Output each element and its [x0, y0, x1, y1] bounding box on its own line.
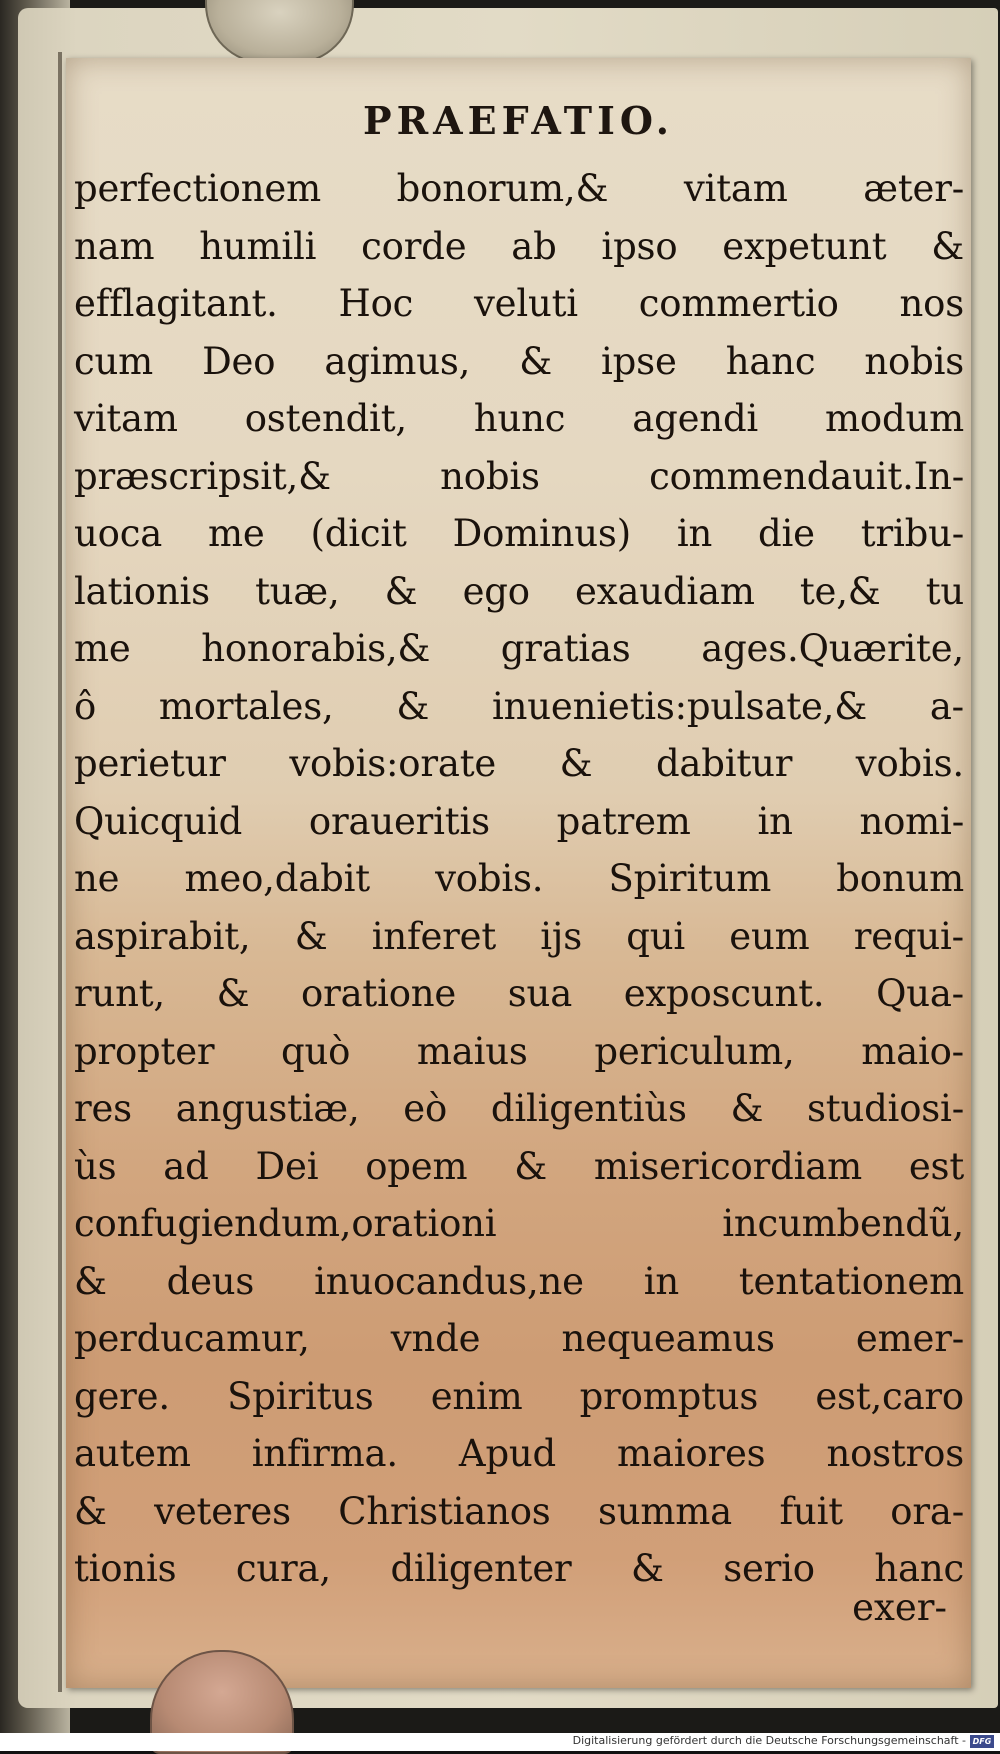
text-line: perietur vobis:orate & dabitur vobis. — [74, 742, 964, 785]
text-line: tionis cura, diligenter & serio hanc — [74, 1547, 964, 1590]
text-line: cum Deo agimus, & ipse hanc nobis — [74, 339, 964, 383]
text-line: efflagitant. Hoc veluti commertio nos — [74, 282, 964, 325]
dfg-logo: DFG — [970, 1735, 994, 1748]
text-line: aspirabit, & inferet ijs qui eum requi- — [74, 914, 964, 958]
text-line: & veteres Christianos summa fuit ora- — [74, 1489, 964, 1533]
text-line: nam humili corde ab ipso expetunt & — [74, 224, 964, 268]
page-edge — [58, 52, 62, 1692]
text-line: præscripsit,& nobis commendauit.In- — [74, 454, 964, 498]
text-line: ô mortales, & inuenietis:pulsate,& a- — [74, 684, 964, 728]
text-line: Quicquid oraueritis patrem in nomi- — [74, 799, 964, 843]
text-line: uoca me (dicit Dominus) in die tribu- — [74, 512, 964, 555]
text-line: ne meo,dabit vobis. Spiritum bonum — [74, 857, 964, 900]
footer-credit: Digitalisierung gefördert durch die Deutsche Forschungsgemeinschaft - — [572, 1734, 966, 1747]
text-line: runt, & oratione sua exposcunt. Qua- — [74, 972, 964, 1015]
text-line: propter quò maius periculum, maio- — [74, 1029, 964, 1073]
text-block — [74, 160, 964, 1598]
text-line: autem infirma. Apud maiores nostros — [74, 1432, 964, 1475]
text-line: vitam ostendit, hunc agendi modum — [74, 397, 964, 440]
text-line: confugiendum,orationi incumbendũ, — [74, 1202, 964, 1245]
text-line: gere. Spiritus enim promptus est,caro — [74, 1374, 964, 1418]
text-line: ùs ad Dei opem & misericordiam est — [74, 1144, 964, 1188]
text-line: lationis tuæ, & ego exaudiam te,& tu — [74, 569, 964, 613]
text-line: me honorabis,& gratias ages.Quærite, — [74, 627, 964, 670]
text-line: & deus inuocandus,ne in tentationem — [74, 1259, 964, 1303]
book-page — [66, 58, 971, 1688]
text-line: perfectionem bonorum,& vitam æter- — [74, 167, 964, 210]
text-line: res angustiæ, eò diligentiùs & studiosi- — [74, 1087, 964, 1130]
text-line: perducamur, vnde nequeamus emer- — [74, 1317, 964, 1360]
catchword: exer- — [852, 1586, 947, 1629]
page-header: PRAEFATIO. — [363, 98, 674, 143]
